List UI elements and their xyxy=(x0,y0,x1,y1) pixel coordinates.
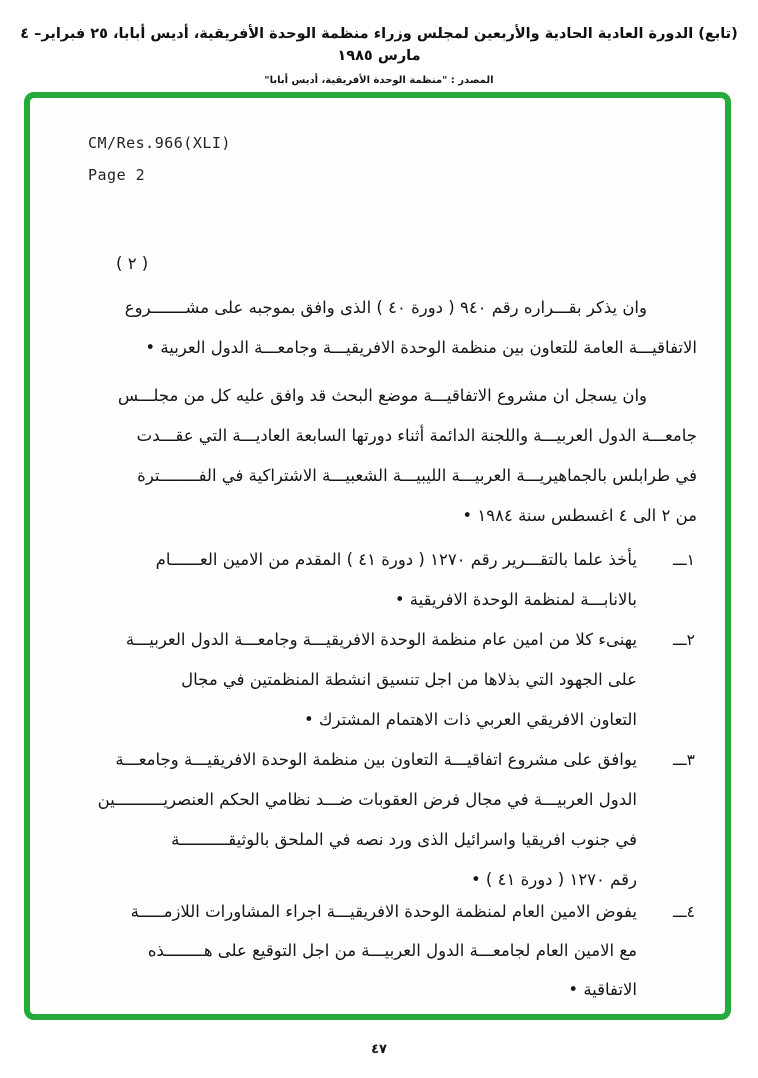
paragraph-line: وان يسجل ان مشروع الاتفاقيـــة موضع البحث قد وافق عليه كل من مجلـــس xyxy=(117,386,647,405)
paragraph-line: وان يذكر بقـــراره رقم ٩٤٠ ( دورة ٤٠ ) الذى وافق بموجبه على مشـــــــروع xyxy=(124,298,647,317)
source-line: المصدر : "منظمة الوحدة الأفريقية، أديس أبابا" xyxy=(264,74,494,86)
item-line: يوافق على مشروع اتفاقيـــة التعاون بين منظمة الوحدة الافريقيـــة وجامعـــة xyxy=(115,750,637,769)
document-scan xyxy=(30,98,725,1014)
item-text xyxy=(90,892,637,1009)
item-line: بالانابـــة لمنظمة الوحدة الافريقية • xyxy=(394,590,637,609)
item-line: التعاون الافريقي العربي ذات الاهتمام المشترك • xyxy=(303,710,637,729)
section-number: ( ٢ ) xyxy=(116,254,149,273)
paragraph-line: في طرابلس بالجماهيريـــة العربيـــة الليبيـــة الشعبيـــة الاشتراكية في الفــــــــترة xyxy=(137,466,697,485)
doc-page-label: Page 2 xyxy=(88,166,146,184)
resolution-item-1 xyxy=(90,540,695,620)
resolution-item-3 xyxy=(90,740,695,900)
item-line: الدول العربيـــة في مجال فرض العقوبات ضـــد نظامي الحكم العنصريــــــــــين xyxy=(97,790,637,809)
document-frame xyxy=(24,92,731,1020)
item-text xyxy=(90,620,637,740)
item-line: الاتفاقية • xyxy=(568,980,637,999)
item-line: على الجهود التي بذلاها من اجل تنسيق انشطة المنظمتين في مجال xyxy=(181,670,637,689)
item-line: يهنىء كلا من امين عام منظمة الوحدة الافريقيـــة وجامعـــة الدول العربيـــة xyxy=(125,630,637,649)
item-line: رقم ١٢٧٠ ( دورة ٤١ ) • xyxy=(470,870,637,889)
paragraph-line: من ٢ الى ٤ اغسطس سنة ١٩٨٤ • xyxy=(462,506,697,525)
item-line: في جنوب افريقيا واسرائيل الذى ورد نصه في الملحق بالوثيقــــــــــة xyxy=(171,830,637,849)
item-number: ١ـــ xyxy=(673,551,695,569)
item-text xyxy=(90,740,637,900)
page-header xyxy=(20,24,738,86)
page-number: ٤٧ xyxy=(371,1042,387,1057)
item-number: ٤ـــ xyxy=(673,903,695,921)
preamble-paragraph-2 xyxy=(90,376,697,536)
preamble-paragraph-1 xyxy=(90,288,697,368)
doc-reference: CM/Res.966(XLI) xyxy=(88,134,231,152)
item-line: مع الامين العام لجامعـــة الدول العربيـــة من اجل التوقيع على هــــــــذه xyxy=(147,941,637,960)
session-title: (تابع) الدورة العادية الحادية والأربعين لمجلس وزراء منظمة الوحدة الأفريقية، أديس أبابا، ٢٥ فبراير– ٤ مارس ١٩٨٥ xyxy=(20,26,738,64)
item-text xyxy=(90,540,637,620)
paragraph-line: الاتفاقيـــة العامة للتعاون بين منظمة الوحدة الافريقيـــة وجامعـــة الدول العربية • xyxy=(145,338,697,357)
item-number: ٢ـــ xyxy=(673,631,695,649)
item-line: يأخذ علما بالتقـــرير رقم ١٢٧٠ ( دورة ٤١ ) المقدم من الامين العــــــام xyxy=(155,550,637,569)
resolution-item-4 xyxy=(90,892,695,1009)
paragraph-line: جامعـــة الدول العربيـــة واللجنة الدائمة أثناء دورتها السابعة العاديـــة التي عقـــدت xyxy=(136,426,697,445)
item-line: يفوض الامين العام لمنظمة الوحدة الافريقيـــة اجراء المشاورات اللازمـــــة xyxy=(130,902,637,921)
resolution-item-2 xyxy=(90,620,695,740)
item-number: ٣ـــ xyxy=(673,751,695,769)
